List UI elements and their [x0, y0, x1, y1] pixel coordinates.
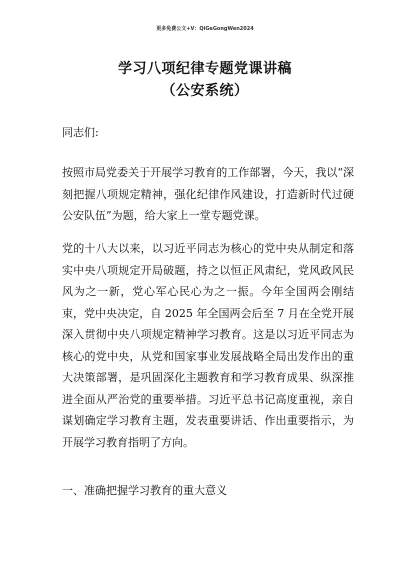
section-heading: 一、准确把握学习教育的重大意义 [62, 484, 227, 497]
paragraph-intro: 按照市局党委关于开展学习教育的工作部署，今天，我以“深刻把握八项规定精神，强化纪律作风建设，打造新时代过硬公安队伍”为题，给大家上一堂专题党课。 [62, 166, 354, 222]
document-title: 学习八项纪律专题党课讲稿 [118, 61, 292, 77]
header-note: 更多免费公文+V：QiGeGongWen2024 [156, 26, 254, 32]
paragraph-background: 党的十八大以来，以习近平同志为核心的党中央从制定和落实中央八项规定开局破题，持之以恒正风肃纪，党风政风民风为之一新，党心军心民心为之一振。今年全国两会刚结束，党中央决定，自 2025 年全国两会后至 7 月在全党开展深入贯彻中央八项规定精神学习教育。这是以习近平同志为核心的党中央，从党和国家事业发展战略全局出发作出的重大决策部署，是巩固深化主题教育和学习教育成果、纵深推进全面从严治党的重要举措。习近平总书记高度重视，亲自谋划确定学习教育主题，发表重要讲话、作出重要指示，为开展学习教育指明了方向。 [62, 242, 354, 449]
salutation: 同志们: [62, 126, 99, 139]
document-subtitle: （公安系统） [161, 83, 249, 99]
